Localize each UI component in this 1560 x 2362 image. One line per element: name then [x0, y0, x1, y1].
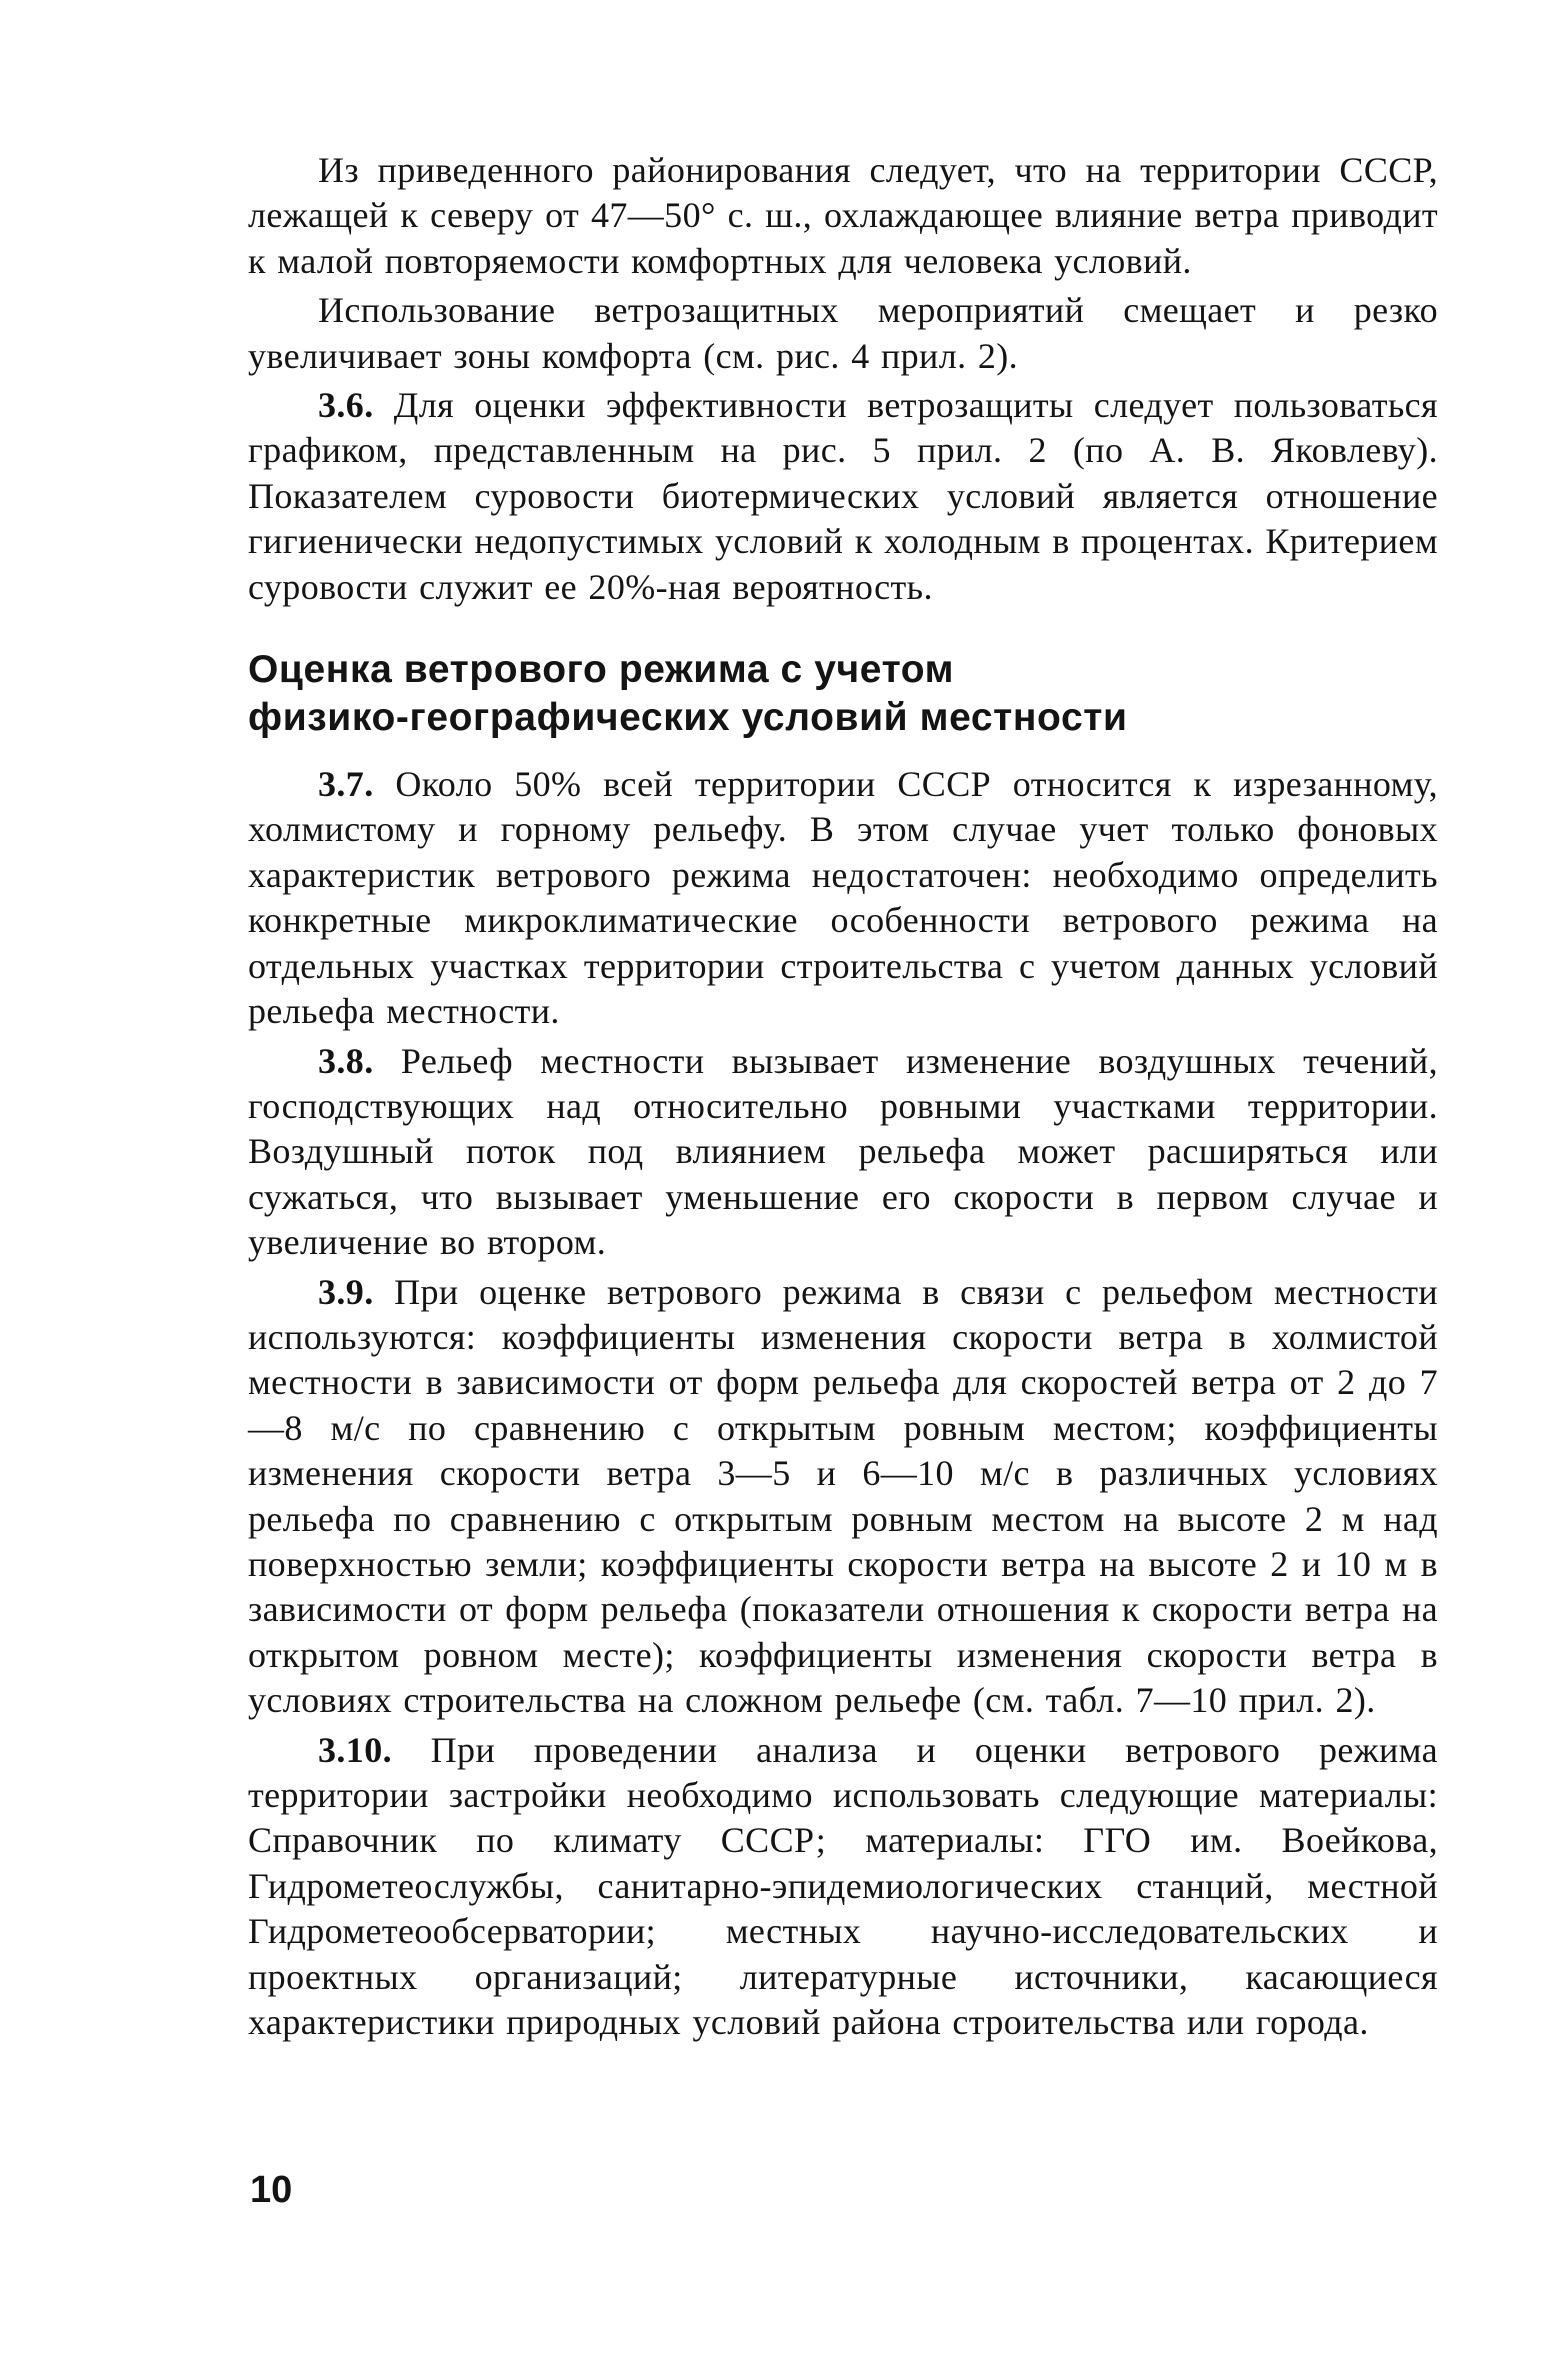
page-body: [248, 148, 1438, 2045]
section-number: 3.9.: [318, 1271, 374, 1312]
heading-line-1: Оценка ветрового режима с учетом: [248, 648, 955, 692]
paragraph-zoning-conclusion: [248, 148, 1438, 284]
section-text: Для оценки эффективности ветрозащиты следует пользоваться графиком, представленным на рис. 5 прил. 2 (по А. В. Яковлеву). Показателем суровости биотермических условий является отношение гигиенически недопустимых условий к холодным в процентах. Критерием суровости служит ее 20%-ная вероятность.: [248, 385, 1438, 607]
section-heading: [248, 646, 1438, 742]
section-number: 3.10.: [318, 1729, 392, 1770]
section-text: При оценке ветрового режима в связи с рельефом местности используются: коэффициенты изменения скорости ветра в холмистой местности в зависимости от форм рельефа для скоростей ветра от 2 до 7—8 м/с по сравнению с открытым ровным местом; коэффициенты изменения скорости ветра 3—5 и 6—10 м/с в различных условиях рельефа по сравнению с открытым ровным местом на высоте 2 м над поверхностью земли; коэффициенты скорости ветра на высоте 2 и 10 м в зависимости от форм рельефа (показатели отношения к скорости ветра на открытом ровном месте); коэффициенты изменения скорости ветра в условиях строительства на сложном рельефе (см. табл. 7—10 прил. 2).: [248, 1271, 1438, 1721]
section-3-6: [248, 383, 1438, 610]
section-number: 3.7.: [318, 764, 374, 805]
paragraph-text: Использование ветрозащитных мероприятий смещает и резко увеличивает зоны комфорта (см. рис. 4 прил. 2).: [248, 290, 1438, 376]
section-text: При проведении анализа и оценки ветрового режима территории застройки необходимо использовать следующие материалы: Справочник по климату СССР; материалы: ГГО им. Воейкова, Гидрометеослужбы, санитарно-эпидемиологических станций, местной Гидрометеообсерватории; местных научно-исследовательских и проектных организаций; литературные источники, касающиеся характеристики природных условий района строительства или города.: [248, 1729, 1438, 2043]
section-text: Рельеф местности вызывает изменение воздушных течений, господствующих над относительно ровными участками территории. Воздушный поток под влиянием рельефа может расширяться или сужаться, что вызывает уменьшение его скорости в первом случае и увеличение во втором.: [248, 1040, 1438, 1263]
section-3-10: [248, 1728, 1438, 2046]
heading-line-2: физико-географических условий местности: [248, 696, 1128, 740]
section-text: Около 50% всей территории СССР относится к изрезанному, холмистому и горному рельефу. В этом случае учет только фоновых характеристик ветрового режима недостаточен: необходимо определить конкретные микроклиматические особенности ветрового режима на отдельных участках территории строительства с учетом данных условий рельефа местности.: [248, 764, 1438, 1032]
paragraph-text: Из приведенного районирования следует, что на территории СССР, лежащей к северу от 47—50° с. ш., охлаждающее влияние ветра приводит к малой повторяемости комфортных для человека условий.: [248, 150, 1438, 281]
section-3-8: [248, 1039, 1438, 1266]
page-number: 10: [250, 2169, 293, 2211]
paragraph-windbreak-measures: [248, 288, 1438, 379]
section-3-7: [248, 762, 1438, 1034]
section-number: 3.8.: [318, 1040, 374, 1081]
section-3-9: [248, 1270, 1438, 1724]
section-number: 3.6.: [318, 385, 374, 426]
